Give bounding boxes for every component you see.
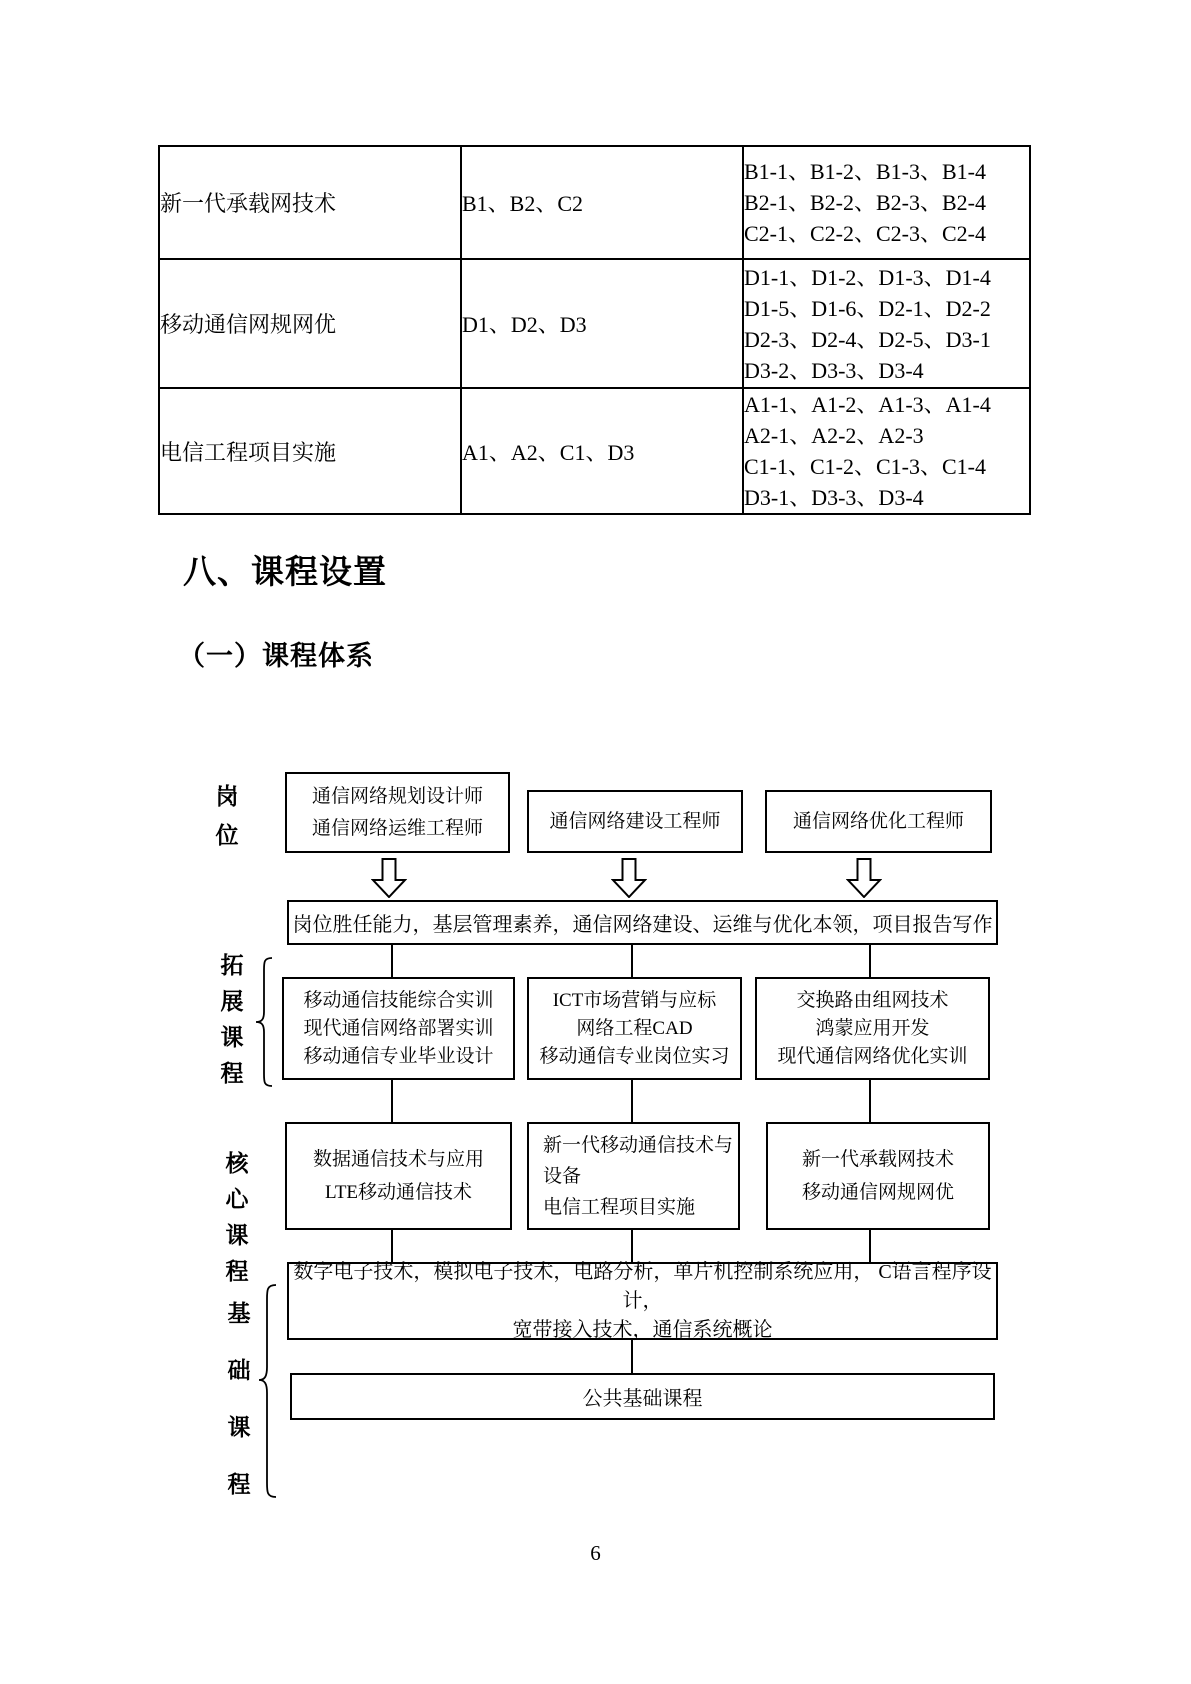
base-brace-icon: [252, 1283, 280, 1499]
row-label-base: 基 础 课 程: [227, 1301, 251, 1497]
job-box-builder: [527, 790, 743, 853]
expand-brace-icon: [250, 956, 276, 1088]
job-box-optimizer: [765, 790, 992, 853]
public-base-bar: [290, 1373, 995, 1420]
job-box-lines: 通信网络规划设计师 通信网络运维工程师: [311, 785, 483, 839]
connector-line: [869, 1080, 871, 1122]
down-arrow-icon: [846, 858, 882, 898]
items-lines: D1-1、D1-2、D1-3、D1-4 D1-5、D1-6、D2-1、D2-2 D2-3、D2-4、D2-5、D3-1 D3-2、D3-3、D3-4: [744, 264, 991, 383]
job-box-lines: 通信网络建设工程师: [549, 810, 721, 832]
core-box-lines: 数据通信技术与应用 LTE移动通信技术: [312, 1149, 484, 1203]
table-row: [159, 146, 1030, 259]
job-box-lines: 通信网络优化工程师: [792, 810, 964, 832]
down-arrow-icon: [611, 858, 647, 898]
foundation-bar: [287, 1262, 998, 1340]
mapping-table: [158, 145, 1031, 515]
items-lines: B1-1、B1-2、B1-3、B1-4 B2-1、B2-2、B2-3、B2-4 C2-1、C2-2、C2-3、C2-4: [744, 159, 987, 246]
connector-line: [869, 945, 871, 977]
codes-cell: D1、D2、D3: [461, 259, 743, 388]
subsection-heading: （一）课程体系: [178, 641, 374, 671]
course-cell: 移动通信网规网优: [159, 259, 461, 388]
row-label-core: 核 心 课 程: [225, 1151, 249, 1284]
table-row: [159, 388, 1030, 514]
course-cell: 电信工程项目实施: [159, 388, 461, 514]
section-heading: 八、课程设置: [183, 555, 387, 591]
connector-line: [391, 945, 393, 977]
public-base-text: 公共基础课程: [582, 1388, 703, 1410]
row-label-expand: 拓 展 课 程: [220, 953, 244, 1086]
course-cell: 新一代承载网技术: [159, 146, 461, 259]
connector-line: [631, 945, 633, 977]
competency-text: 岗位胜任能力，基层管理素养，通信网络建设、运维与优化本领，项目报告写作: [292, 914, 993, 936]
expand-box-3: [755, 977, 990, 1080]
expand-box-lines: 交换路由组网技术 鸿蒙应用开发 现代通信网络优化实训: [777, 989, 968, 1067]
connector-line: [631, 1080, 633, 1122]
core-box-3: [766, 1122, 990, 1230]
expand-box-lines: 移动通信技能综合实训 现代通信网络部署实训 移动通信专业毕业设计: [303, 989, 494, 1067]
items-cell: [743, 259, 1030, 388]
down-arrow-icon: [371, 858, 407, 898]
core-box-lines: 新一代移动通信技术与 设备 电信工程项目实施: [543, 1135, 734, 1218]
codes-cell: A1、A2、C1、D3: [461, 388, 743, 514]
job-box-planner: [285, 772, 510, 853]
expand-box-2: [527, 977, 742, 1080]
row-label-positions: 岗 位: [215, 784, 239, 848]
expand-box-lines: ICT市场营销与应标 网络工程CAD 移动通信专业岗位实习: [539, 989, 730, 1067]
expand-box-1: [282, 977, 515, 1080]
items-cell: [743, 388, 1030, 514]
core-box-2: [527, 1122, 740, 1230]
codes-cell: B1、B2、C2: [461, 146, 743, 259]
core-box-lines: 新一代承载网技术 移动通信网规网优: [801, 1149, 954, 1203]
page-number: 6: [590, 1541, 601, 1565]
items-lines: A1-1、A1-2、A1-3、A1-4 A2-1、A2-2、A2-3 C1-1、C1-2、C1-3、C1-4 D3-1、D3-3、D3-4: [744, 392, 991, 510]
connector-line: [391, 1080, 393, 1122]
table-row: [159, 259, 1030, 388]
core-box-1: [285, 1122, 512, 1230]
items-cell: [743, 146, 1030, 259]
competency-bar: [287, 900, 998, 945]
foundation-bar-lines: 数字电子技术，模拟电子技术，电路分析，单片机控制系统应用， C语言程序设计， 宽带接入技术，通信系统概论: [293, 1260, 992, 1341]
connector-line: [631, 1340, 633, 1373]
